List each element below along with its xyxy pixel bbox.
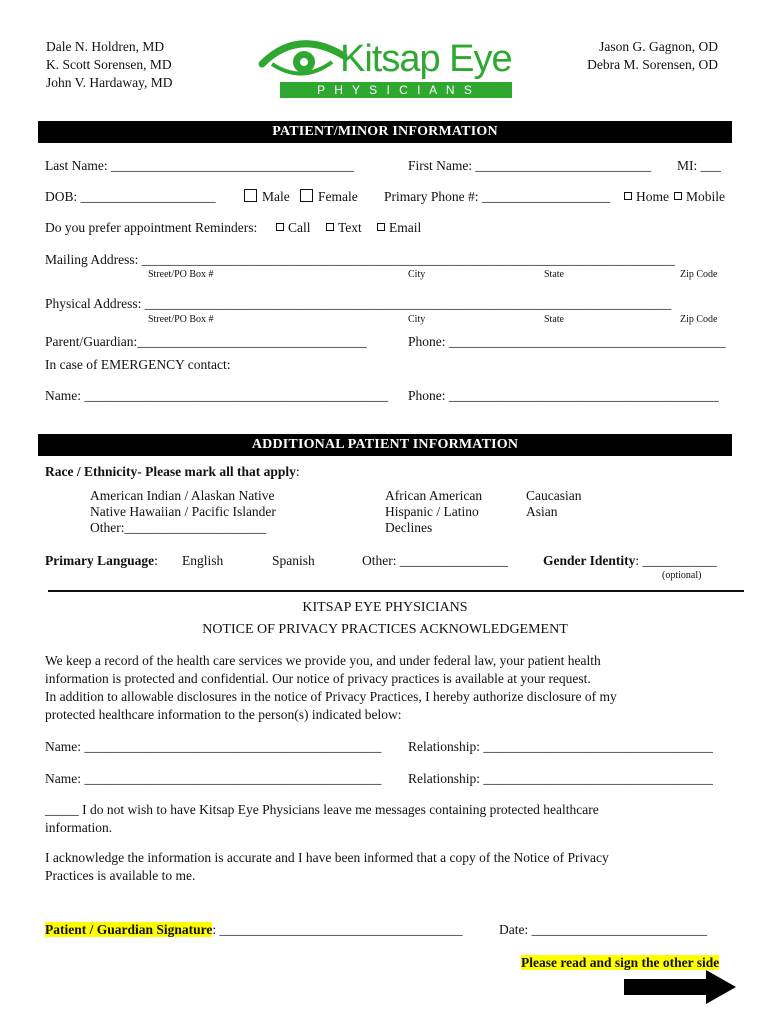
city-sublabel: City — [408, 314, 426, 325]
privacy-title-org: KITSAP EYE PHYSICIANS — [302, 600, 468, 615]
statement-line: _____ I do not wish to have Kitsap Eye Physicians leave me messages containing protected healthcare — [45, 802, 599, 817]
physical-address-field[interactable]: Physical Address: ______________________________________________________________________________ — [45, 296, 672, 311]
paragraph-line: protected healthcare information to the person(s) indicated below: — [45, 707, 402, 722]
acknowledgement-statement — [45, 849, 609, 885]
gender-identity-blank[interactable]: : ___________ — [635, 553, 717, 568]
privacy-title-notice: NOTICE OF PRIVACY PRACTICES ACKNOWLEDGEMENT — [202, 622, 568, 637]
race-column-2 — [385, 488, 482, 536]
emergency-phone-field[interactable]: Phone: ________________________________________ — [408, 388, 719, 403]
race-option[interactable]: Declines — [385, 520, 433, 535]
option-label: Male — [262, 189, 290, 204]
doctor-name: K. Scott Sorensen, MD — [46, 57, 172, 72]
parent-phone-field[interactable]: Phone: _________________________________________ — [408, 334, 726, 349]
option-label: Text — [338, 220, 362, 235]
optional-note: (optional) — [662, 570, 702, 581]
please-read-note — [521, 955, 719, 971]
race-option[interactable]: Hispanic / Latino — [385, 504, 479, 519]
checkbox-icon[interactable] — [326, 223, 334, 231]
race-option[interactable]: American Indian / Alaskan Native — [90, 488, 275, 503]
checkbox-icon[interactable] — [624, 192, 632, 200]
street-sublabel: Street/PO Box # — [148, 314, 214, 325]
statement-line: I acknowledge the information is accurate and I have been informed that a copy of the Notice of Privacy — [45, 850, 609, 865]
logo — [258, 34, 518, 102]
race-label-text: Race / Ethnicity- Please mark all that apply — [45, 464, 296, 479]
state-sublabel: State — [544, 269, 564, 280]
reminder-call-option[interactable] — [276, 220, 311, 236]
female-option[interactable] — [300, 189, 358, 205]
street-sublabel: Street/PO Box # — [148, 269, 214, 280]
date-field[interactable]: Date: __________________________ — [499, 922, 708, 937]
primary-language-text: Primary Language — [45, 553, 155, 568]
option-label: Mobile — [686, 189, 725, 204]
dob-field[interactable]: DOB: ____________________ — [45, 189, 216, 204]
option-label: Call — [288, 220, 311, 235]
reminder-text-option[interactable] — [326, 220, 362, 236]
last-name-field[interactable]: Last Name: ____________________________________ — [45, 158, 354, 173]
primary-language-label — [45, 553, 158, 569]
arrow-right-icon — [624, 970, 736, 1004]
signature-label: Patient / Guardian Signature — [45, 922, 213, 937]
doctor-name: Dale N. Holdren, MD — [46, 39, 165, 54]
checkbox-icon[interactable] — [300, 189, 313, 202]
privacy-paragraph — [45, 652, 617, 724]
signature-field[interactable] — [45, 922, 463, 938]
authorized-name-1-field[interactable]: Name: ____________________________________________ — [45, 739, 382, 754]
race-ethnicity-label — [45, 464, 300, 480]
middle-initial-field[interactable]: MI: ___ — [677, 158, 721, 173]
mobile-option[interactable] — [674, 189, 725, 205]
state-sublabel: State — [544, 314, 564, 325]
doctor-name: Jason G. Gagnon, OD — [599, 39, 718, 54]
doctor-name: John V. Hardaway, MD — [46, 75, 173, 90]
primary-language-colon: : — [154, 553, 158, 568]
option-label: Email — [389, 220, 422, 235]
zip-sublabel: Zip Code — [680, 269, 718, 280]
eye-logo-icon — [258, 34, 348, 84]
paragraph-line: We keep a record of the health care services we provide you, and under federal law, your patient health — [45, 653, 601, 668]
checkbox-icon[interactable] — [674, 192, 682, 200]
race-label-colon: : — [295, 464, 300, 479]
right-doctor-list — [560, 38, 718, 74]
reminders-question: Do you prefer appointment Reminders: — [45, 220, 258, 235]
reminder-email-option[interactable] — [377, 220, 421, 236]
option-label: Home — [636, 189, 669, 204]
logo-physicians-bar: P H Y S I C I A N S — [280, 82, 512, 98]
paragraph-line: information is protected and confidential. Our notice of privacy practices is available at your request. — [45, 671, 591, 686]
emergency-contact-label: In case of EMERGENCY contact: — [45, 357, 231, 372]
race-option[interactable]: Caucasian — [526, 488, 582, 503]
race-option[interactable]: African American — [385, 488, 483, 503]
language-other-field[interactable]: Other: ________________ — [362, 553, 508, 568]
race-column-1 — [90, 488, 276, 536]
statement-line: information. — [45, 820, 113, 835]
checkbox-icon[interactable] — [377, 223, 385, 231]
checkbox-icon[interactable] — [276, 223, 284, 231]
statement-line: Practices is available to me. — [45, 868, 196, 883]
race-option[interactable]: Asian — [526, 504, 558, 519]
zip-sublabel: Zip Code — [680, 314, 718, 325]
option-label: Female — [318, 189, 358, 204]
language-spanish-option[interactable]: Spanish — [272, 553, 315, 568]
language-english-option[interactable]: English — [182, 553, 224, 568]
mailing-address-field[interactable]: Mailing Address: _______________________________________________________________________________ — [45, 252, 675, 267]
race-option[interactable]: Native Hawaiian / Pacific Islander — [90, 504, 276, 519]
doctor-name: Debra M. Sorensen, OD — [587, 57, 718, 72]
first-name-field[interactable]: First Name: __________________________ — [408, 158, 651, 173]
checkbox-icon[interactable] — [244, 189, 257, 202]
please-read-text: Please read and sign the other side — [521, 955, 720, 970]
city-sublabel: City — [408, 269, 426, 280]
male-option[interactable] — [244, 189, 290, 205]
section-header-patient: PATIENT/MINOR INFORMATION — [38, 121, 732, 143]
left-doctor-list — [46, 38, 173, 92]
logo-wordmark: Kitsap Eye — [340, 38, 512, 80]
section-header-additional: ADDITIONAL PATIENT INFORMATION — [38, 434, 732, 456]
paragraph-line: In addition to allowable disclosures in the notice of Privacy Practices, I hereby authorize disclosure of my — [45, 689, 617, 704]
emergency-name-field[interactable]: Name: _____________________________________________ — [45, 388, 389, 403]
home-option[interactable] — [624, 189, 669, 205]
gender-identity-field[interactable] — [543, 553, 717, 569]
signature-line[interactable]: : ____________________________________ — [212, 922, 463, 937]
authorized-relationship-2-field[interactable]: Relationship: __________________________________ — [408, 771, 713, 786]
primary-phone-field[interactable]: Primary Phone #: ___________________ — [384, 189, 611, 204]
message-opt-out-statement[interactable] — [45, 801, 599, 837]
section-divider — [48, 590, 744, 592]
race-column-3 — [526, 488, 581, 520]
authorized-name-2-field[interactable]: Name: ____________________________________________ — [45, 771, 382, 786]
race-option-other[interactable]: Other:_____________________ — [90, 520, 267, 535]
authorized-relationship-1-field[interactable]: Relationship: __________________________________ — [408, 739, 713, 754]
parent-guardian-field[interactable]: Parent/Guardian:__________________________________ — [45, 334, 367, 349]
gender-identity-label: Gender Identity — [543, 553, 636, 568]
